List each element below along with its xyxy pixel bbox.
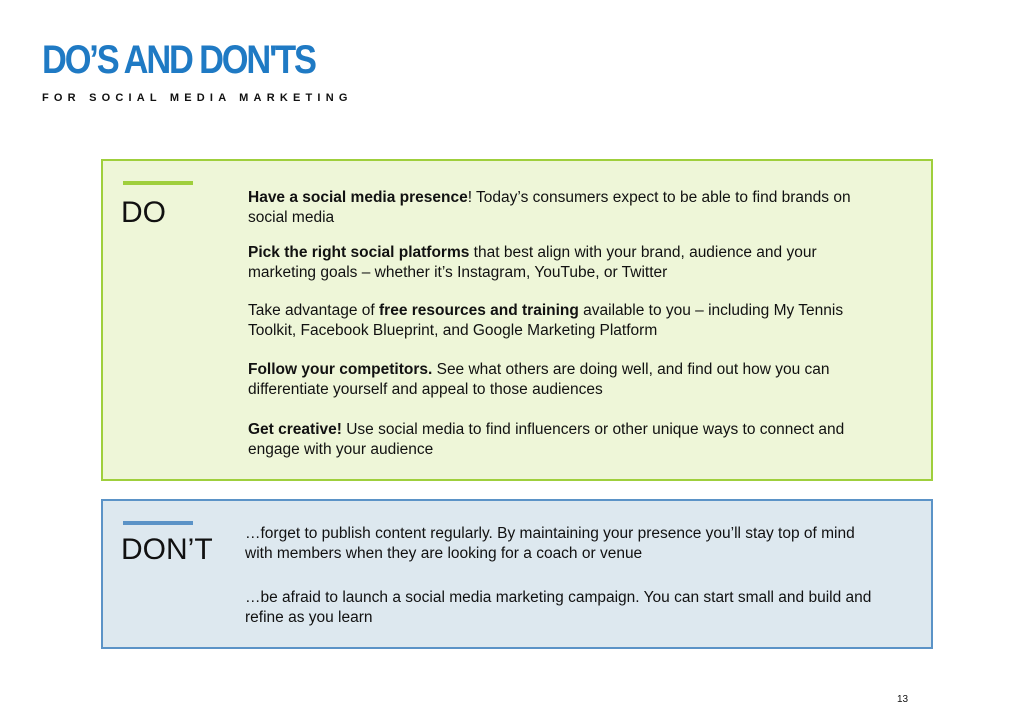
do-item-bold: free resources and training — [379, 302, 579, 319]
do-item-bold: Follow your competitors. — [248, 361, 433, 378]
do-panel — [101, 159, 933, 481]
do-item-text: that best align with your brand, audience and your marketing goals – whether it’s Instagram, YouTube, or Twitter — [248, 244, 817, 281]
do-item-prefix: Take advantage of — [248, 302, 379, 319]
page-number: 13 — [897, 694, 909, 705]
page-subtitle: FOR SOCIAL MEDIA MARKETING — [42, 92, 353, 104]
do-item-bold: Get creative! — [248, 421, 342, 438]
dont-item: …forget to publish content regularly. By maintaining your presence you’ll stay top of mind with members when they are looking for a coach or venue — [245, 525, 855, 562]
do-item — [248, 420, 878, 460]
do-item-bold: Have a social media presence — [248, 189, 468, 206]
page-title: DO’S AND DON'TS — [42, 38, 315, 82]
do-item-text: available to you – including My Tennis Toolkit, Facebook Blueprint, and Google Marketing Platform — [248, 302, 844, 339]
dont-label: DON’T — [121, 533, 213, 566]
do-item-text: ! Today’s consumers expect to be able to find brands on social media — [248, 189, 851, 226]
do-item — [248, 188, 878, 228]
do-item — [248, 301, 878, 341]
do-item-text: See what others are doing well, and find out how you can differentiate yourself and appeal to those audiences — [248, 361, 830, 398]
dont-item: …be afraid to launch a social media marketing campaign. You can start small and build and refine as you learn — [245, 589, 872, 626]
dont-panel — [101, 499, 933, 649]
do-item-text: Use social media to find influencers or other unique ways to connect and engage with your audience — [248, 421, 845, 458]
do-item — [248, 360, 878, 400]
do-item — [248, 243, 878, 283]
do-label: DO — [121, 196, 166, 229]
do-item-bold: Pick the right social platforms — [248, 244, 470, 261]
